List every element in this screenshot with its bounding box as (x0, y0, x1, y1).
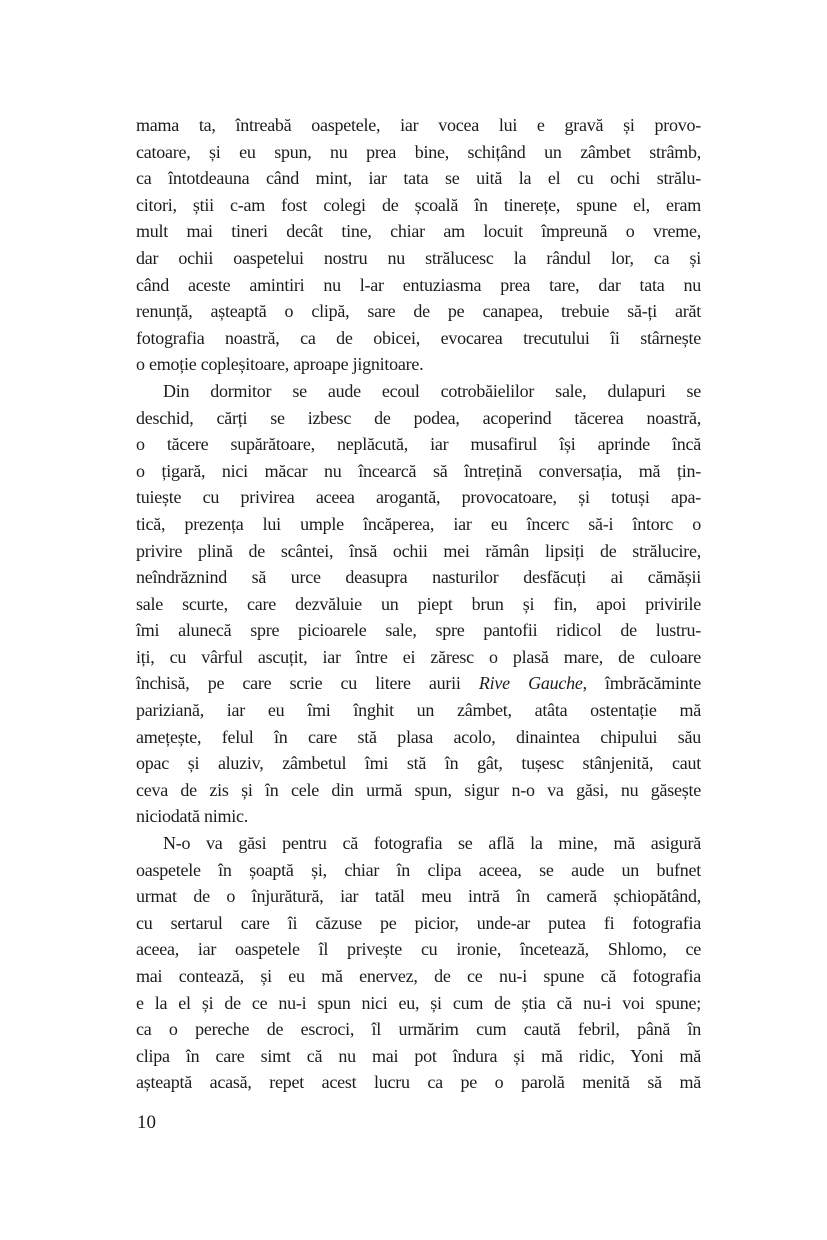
text-line: ceva de zis și în cele din urmă spun, sigur n-o va găsi, nu găsește (136, 779, 701, 800)
text-line: sale scurte, care dezvăluie un piept brun și fin, apoi privirile (136, 593, 701, 614)
text-line: opac și aluziv, zâmbetul îmi stă în gât, tușesc stânjenită, caut (136, 753, 701, 774)
text-line: privire plină de scântei, însă ochii mei rămân lipsiți de strălucire, (136, 540, 701, 561)
text-line: îmi alunecă spre picioarele sale, spre pantofii ridicol de lustru- (136, 620, 701, 641)
text-line: renunță, așteaptă o clipă, sare de pe canapea, trebuie să-ți arăt (136, 301, 701, 322)
italic-brand-text: Rive Gauche (478, 673, 583, 694)
text-line: aceea, iar oaspetele îl privește cu ironie, încetează, Shlomo, ce (136, 939, 701, 960)
text-line: cu sertarul care îi căzuse pe picior, unde-ar putea fi fotografia (136, 912, 701, 933)
text-line: catoare, și eu spun, nu prea bine, schițând un zâmbet strâmb, (136, 141, 701, 162)
text-line: ca o pereche de escroci, îl urmărim cum caută febril, până în (136, 1019, 701, 1040)
paragraph (136, 378, 701, 830)
text-line: oaspetele în șoaptă și, chiar în clipa aceea, se aude un bufnet (136, 859, 701, 880)
text-line: tică, prezența lui umple încăperea, iar eu încerc să-i întorc o (136, 513, 701, 534)
text-line: când aceste amintiri nu l-ar entuziasma prea tare, dar tata nu (136, 274, 701, 295)
text-line: clipa în care simt că nu mai pot îndura și mă ridic, Yoni mă (136, 1045, 701, 1066)
text-line: mult mai tineri decât tine, chiar am locuit împreună o vreme, (136, 221, 701, 242)
body-text (136, 112, 701, 1096)
paragraph (136, 112, 701, 378)
text-line: așteaptă acasă, repet acest lucru ca pe o parolă menită să mă (136, 1072, 701, 1093)
text-line: amețește, felul în care stă plasa acolo, dinaintea chipului său (136, 726, 701, 747)
text-line: dar ochii oaspetelui nostru nu strălucesc la rândul lor, ca și (136, 247, 701, 268)
text-line: citori, știi c-am fost colegi de școală în tinerețe, spune el, eram (136, 194, 701, 215)
text-line: niciodată nimic. (136, 806, 248, 827)
text-line: neîndrăznind să urce deasupra nasturilor desfăcuți ai cămășii (136, 567, 701, 588)
text-line: urmat de o înjurătură, iar tatăl meu intră în cameră șchiopătând, (136, 886, 701, 907)
text-line (136, 670, 701, 697)
text-line: N-o va găsi pentru că fotografia se află la mine, mă asigură (163, 833, 701, 854)
text-line: mama ta, întreabă oaspetele, iar vocea lui e gravă și provo- (136, 115, 701, 135)
text-line: deschid, cărți se izbesc de podea, acoperind tăcerea noastră, (136, 407, 701, 428)
text-line: e la el și de ce nu-i spun nici eu, și cum de știa că nu-i voi spune; (136, 992, 701, 1013)
text-line: iți, cu vârful ascuțit, iar între ei zăresc o plasă mare, de culoare (136, 646, 701, 667)
text-run: , îmbrăcăminte (582, 673, 701, 694)
text-line: o emoție copleșitoare, aproape jignitoare. (136, 354, 424, 375)
text-run: închisă, pe care scrie cu litere aurii (136, 673, 479, 694)
text-line: tuiește cu privirea aceea arogantă, provocatoare, și totuși apa- (136, 487, 701, 508)
paragraph (136, 830, 701, 1096)
page-number: 10 (137, 1112, 156, 1133)
text-line: ca întotdeauna când mint, iar tata se uită la el cu ochi strălu- (136, 168, 701, 189)
text-line: o tăcere supărătoare, neplăcută, iar musafirul își aprinde încă (136, 434, 701, 455)
text-line: mai contează, și eu mă enervez, de ce nu-i spune că fotografia (136, 966, 701, 986)
text-line: Din dormitor se aude ecoul cotrobăielilor sale, dulapuri se (163, 380, 701, 401)
text-line: o țigară, nici măcar nu încearcă să întrețină conversația, mă țin- (136, 460, 701, 481)
text-line: fotografia noastră, ca de obicei, evocarea trecutului îi stârnește (136, 327, 701, 348)
text-line: pariziană, iar eu îmi înghit un zâmbet, atâta ostentație mă (136, 700, 701, 721)
